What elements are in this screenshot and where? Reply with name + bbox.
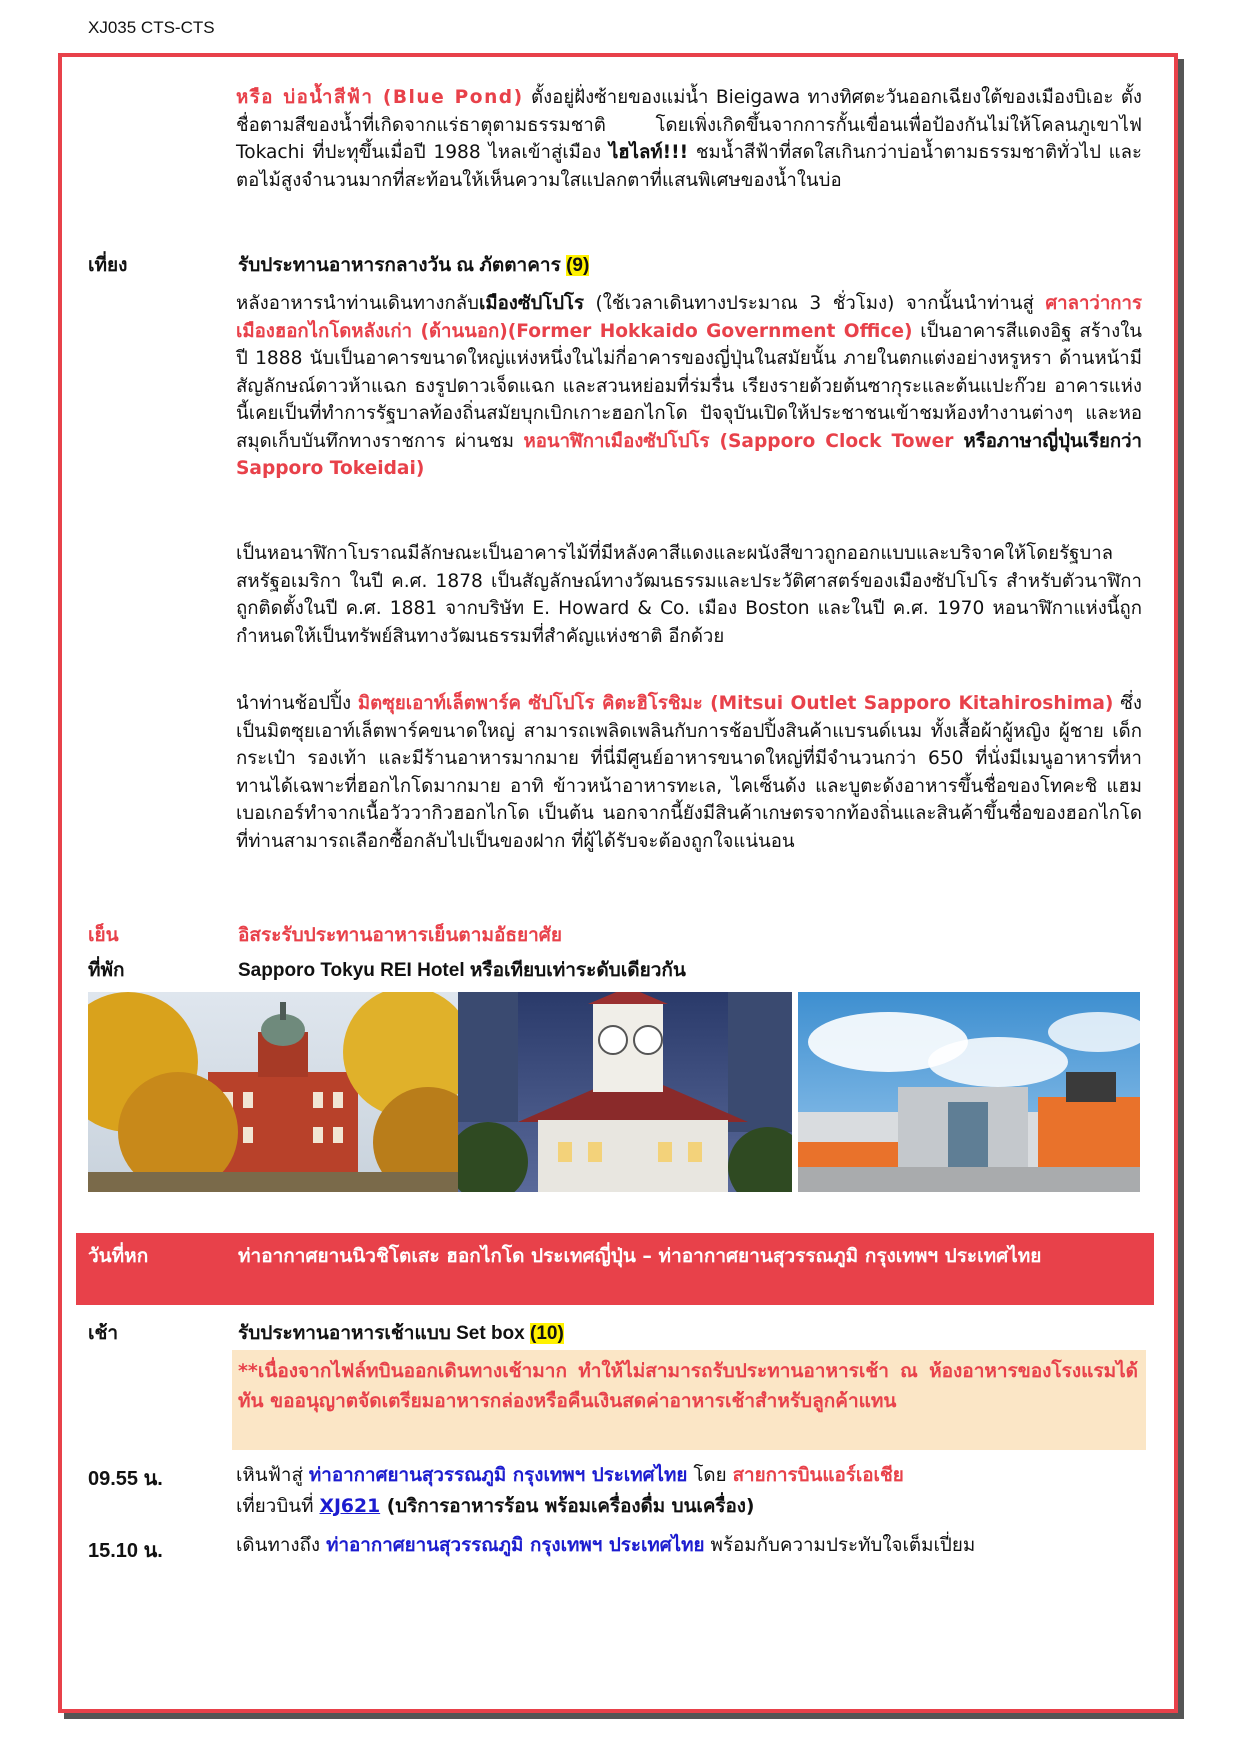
breakfast-label: เช้า (88, 1323, 119, 1344)
clock-tower-paragraph: เป็นหอนาฬิกาโบราณมีลักษณะเป็นอาคารไม้ที่มีหลังคาสีแดงและผนังสีขาวถูกออกแบบและบริจาคให้โดยรัฐบาลสหรัฐอเมริกา ในปี ค.ศ. 1878 เป็นสัญลักษณ์ทางวัฒนธรรมและประวัติศาสตร์ของเมืองซัปโปโร สำหรับตัวนาฬิกาถูกติดตั้งในปี ค.ศ. 1881 จากบริษัท E. Howard & Co. เมือง Boston และในปี ค.ศ. 1970 หอนาฬิกาแห่งนี้ถูกกำหนดให้เป็นทรัพย์สินทางวัฒนธรรมที่สำคัญแห่งชาติ อีกด้วย (236, 543, 1142, 647)
arrival-detail (236, 1532, 1142, 1566)
clock-tower-japanese-name: Sapporo Tokeidai) (236, 458, 425, 479)
departure-time: 09.55 น. (88, 1468, 163, 1490)
clock-tower-photo (458, 992, 792, 1192)
blue-pond-title: หรือ บ่อน้ำสีฟ้า (Blue Pond) (236, 87, 524, 108)
blue-pond-rest: ชมน้ำสีฟ้าที่สดใสเกินกว่าบ่อน้ำตามธรรมชาติทั่วไป และตอไม้สูงจำนวนมากที่สะท้อนให้เห็นความใสแปลกตาที่แสนพิเศษของน้ำในบ่อ (236, 142, 1142, 191)
breakfast-row (238, 1318, 564, 1348)
arrival-destination: ท่าอากาศยานสุวรรณภูมิ กรุงเทพฯ ประเทศไทย (326, 1535, 705, 1556)
arrival-text-1: เดินทางถึง (236, 1535, 327, 1556)
arrival-time: 15.10 น. (88, 1540, 163, 1562)
breakfast-meal-number: (10) (530, 1323, 564, 1344)
flight-text-1: เหินฟ้าสู่ (236, 1465, 309, 1486)
flight-text-3: เที่ยวบินที่ (236, 1496, 320, 1517)
blue-pond-intro: ตั้งอยู่ฝั่งซ้ายของแม่น้ำ Bieigawa ทางทิศตะวันออกเฉียงใต้ของเมืองบิเอะ ตั้งชื่อตามสีของน้ำที่เกิดจากแร่ธาตุตามธรรมชาติ โดยเพิ่งเกิดขึ้นจากการกั้นเขื่อนเพื่อป้องกันไม่ให้โคลนภูเขาไฟ Tokachi ที่ปะทุขึ้นเมื่อปี 1988 ไหลเข้าสู่เมือง (236, 87, 1142, 163)
flight-number-link[interactable]: XJ621 (319, 1496, 381, 1517)
lunch-label: เที่ยง (88, 255, 128, 276)
lunch-text: รับประทานอาหารกลางวัน ณ ภัตตาคาร (238, 255, 567, 276)
clock-tower-title: หอนาฬิกาเมืองซัปโปโร (Sapporo Clock Tower (523, 430, 954, 452)
flight-destination: ท่าอากาศยานสุวรรณภูมิ กรุงเทพฯ ประเทศไทย (308, 1465, 688, 1486)
lunch-meal-number: (9) (566, 255, 590, 276)
flight-detail (236, 1460, 1142, 1524)
government-office-title: ศาลาว่าการเมืองฮอกไกโดหลังเก่า (ด้านนอก)(Former Hokkaido Government Office) (236, 293, 1142, 342)
day-six-label: วันที่หก (88, 1245, 149, 1267)
outlet-title: มิตซุยเอาท์เล็ตพาร์ค ซัปโปโร คิตะฮิโรชิมะ (Mitsui Outlet Sapporo Kitahiroshima) (357, 693, 1114, 714)
airline-name: สายการบินแอร์เอเชีย (732, 1465, 904, 1486)
lunch-row (238, 250, 589, 280)
arrival-text-2: พร้อมกับความประทับใจเต็มเปี่ยม (704, 1535, 976, 1556)
breakfast-text: รับประทานอาหารเช้าแบบ Set box (238, 1323, 531, 1344)
afternoon-text-2: (ใช้เวลาเดินทางประมาณ 3 ชั่วโมง) จากนั้นนำท่านสู่ (584, 293, 1046, 314)
document-code: XJ035 CTS-CTS (88, 18, 215, 37)
government-office-paragraph (236, 290, 1142, 538)
day-six-header (76, 1233, 1154, 1305)
outlet-desc: ซึ่งเป็นมิตซุยเอาท์เล็ตพาร์คขนาดใหญ่ สามารถเพลิดเพลินกับการช้อปปิ้งสินค้าแบรนด์เนม ทั้งเสื้อผ้าผู้หญิง ผู้ชาย เด็ก กระเป๋า รองเท้า และมีร้านอาหารมากมาย ที่นี่มีศูนย์อาหารขนาดใหญ่ที่มีจำนวนกว่า 650 ที่นั่งมีเมนูอาหารที่หาทานได้เฉพาะที่ฮอกไกโดมากมาย อาทิ ข้าวหน้าอาหารทะเล, ไคเซ็นด้ง และบูตะด้งอาหารขึ้นชื่อของโทคะชิ แฮมเบอเกอร์ทำจากเนื้อวัววากิวฮอกไกโด เป็นต้น นอกจากนี้ยังมีสินค้าเกษตรจากท้องถิ่นและสินค้าขึ้นชื่อของฮอกไกโดที่ท่านสามารถเลือกซื้อกลับไปเป็นของฝาก ที่ผู้ได้รับจะต้องถูกใจแน่นอน (236, 693, 1142, 852)
sapporo-city: เมืองซัปโปโร (478, 293, 585, 314)
outlet-park-photo (798, 992, 1140, 1192)
outlet-paragraph (236, 690, 1142, 912)
flight-service: (บริการอาหารร้อน พร้อมเครื่องดื่ม บนเครื่อง) (380, 1496, 755, 1517)
clock-tower-japanese-label: หรือภาษาญี่ปุ่นเรียกว่า (953, 430, 1142, 452)
dinner-label: เย็น (88, 925, 119, 946)
hotel-text: Sapporo Tokyu REI Hotel หรือเทียบเท่าระดับเดียวกัน (238, 960, 686, 981)
government-office-desc: เป็นอาคารสีแดงอิฐ สร้างในปี 1888 นับเป็นอาคารขนาดใหญ่แห่งหนึ่งในไม่กี่อาคารของญี่ปุ่นในสมัยนั้น ภายในตกแต่งอย่างหรูหรา ด้านหน้ามีสัญลักษณ์ดาวห้าแฉก ธงรูปดาวเจ็ดแฉก และสวนหย่อมที่ร่มรื่น เรียงรายด้วยต้นซากุระและต้นแปะก๊วย อาคารแห่งนี้เคยเป็นที่ทำการรัฐบาลท้องถิ่นสมัยบุกเบิกเกาะฮอกไกโด ปัจจุบันเปิดให้ประชาชนเข้าชมห้องทำงานต่างๆ และหอสมุดเก็บบันทึกทางราชการ ผ่านชม (236, 320, 1142, 452)
breakfast-note: **เนื่องจากไฟล์ทบินออกเดินทางเช้ามาก ทำให้ไม่สามารถรับประทานอาหารเช้า ณ ห้องอาหารของโรงแรมได้ทัน ขออนุญาตจัดเตรียมอาหารกล่องหรือคืนเงินสดค่าอาหารเช้าสำหรับลูกค้าแทน (238, 1360, 1138, 1412)
blue-pond-highlight: ไฮไลท์!!! (608, 142, 689, 163)
dinner-text: อิสระรับประทานอาหารเย็นตามอัธยาศัย (238, 925, 562, 946)
afternoon-text-1: หลังอาหารนำท่านเดินทางกลับ (236, 293, 479, 314)
government-office-photo (88, 992, 458, 1192)
blue-pond-paragraph (236, 84, 1142, 242)
breakfast-note-box (232, 1350, 1146, 1450)
hotel-label: ที่พัก (88, 960, 125, 981)
flight-text-2: โดย (687, 1465, 733, 1486)
shopping-intro: นำท่านช้อปปิ้ง (236, 693, 358, 714)
day-six-title: ท่าอากาศยานนิวชิโตเสะ ฮอกไกโด ประเทศญี่ปุ่น – ท่าอากาศยานสุวรรณภูมิ กรุงเทพฯ ประเทศไทย (238, 1245, 1042, 1267)
